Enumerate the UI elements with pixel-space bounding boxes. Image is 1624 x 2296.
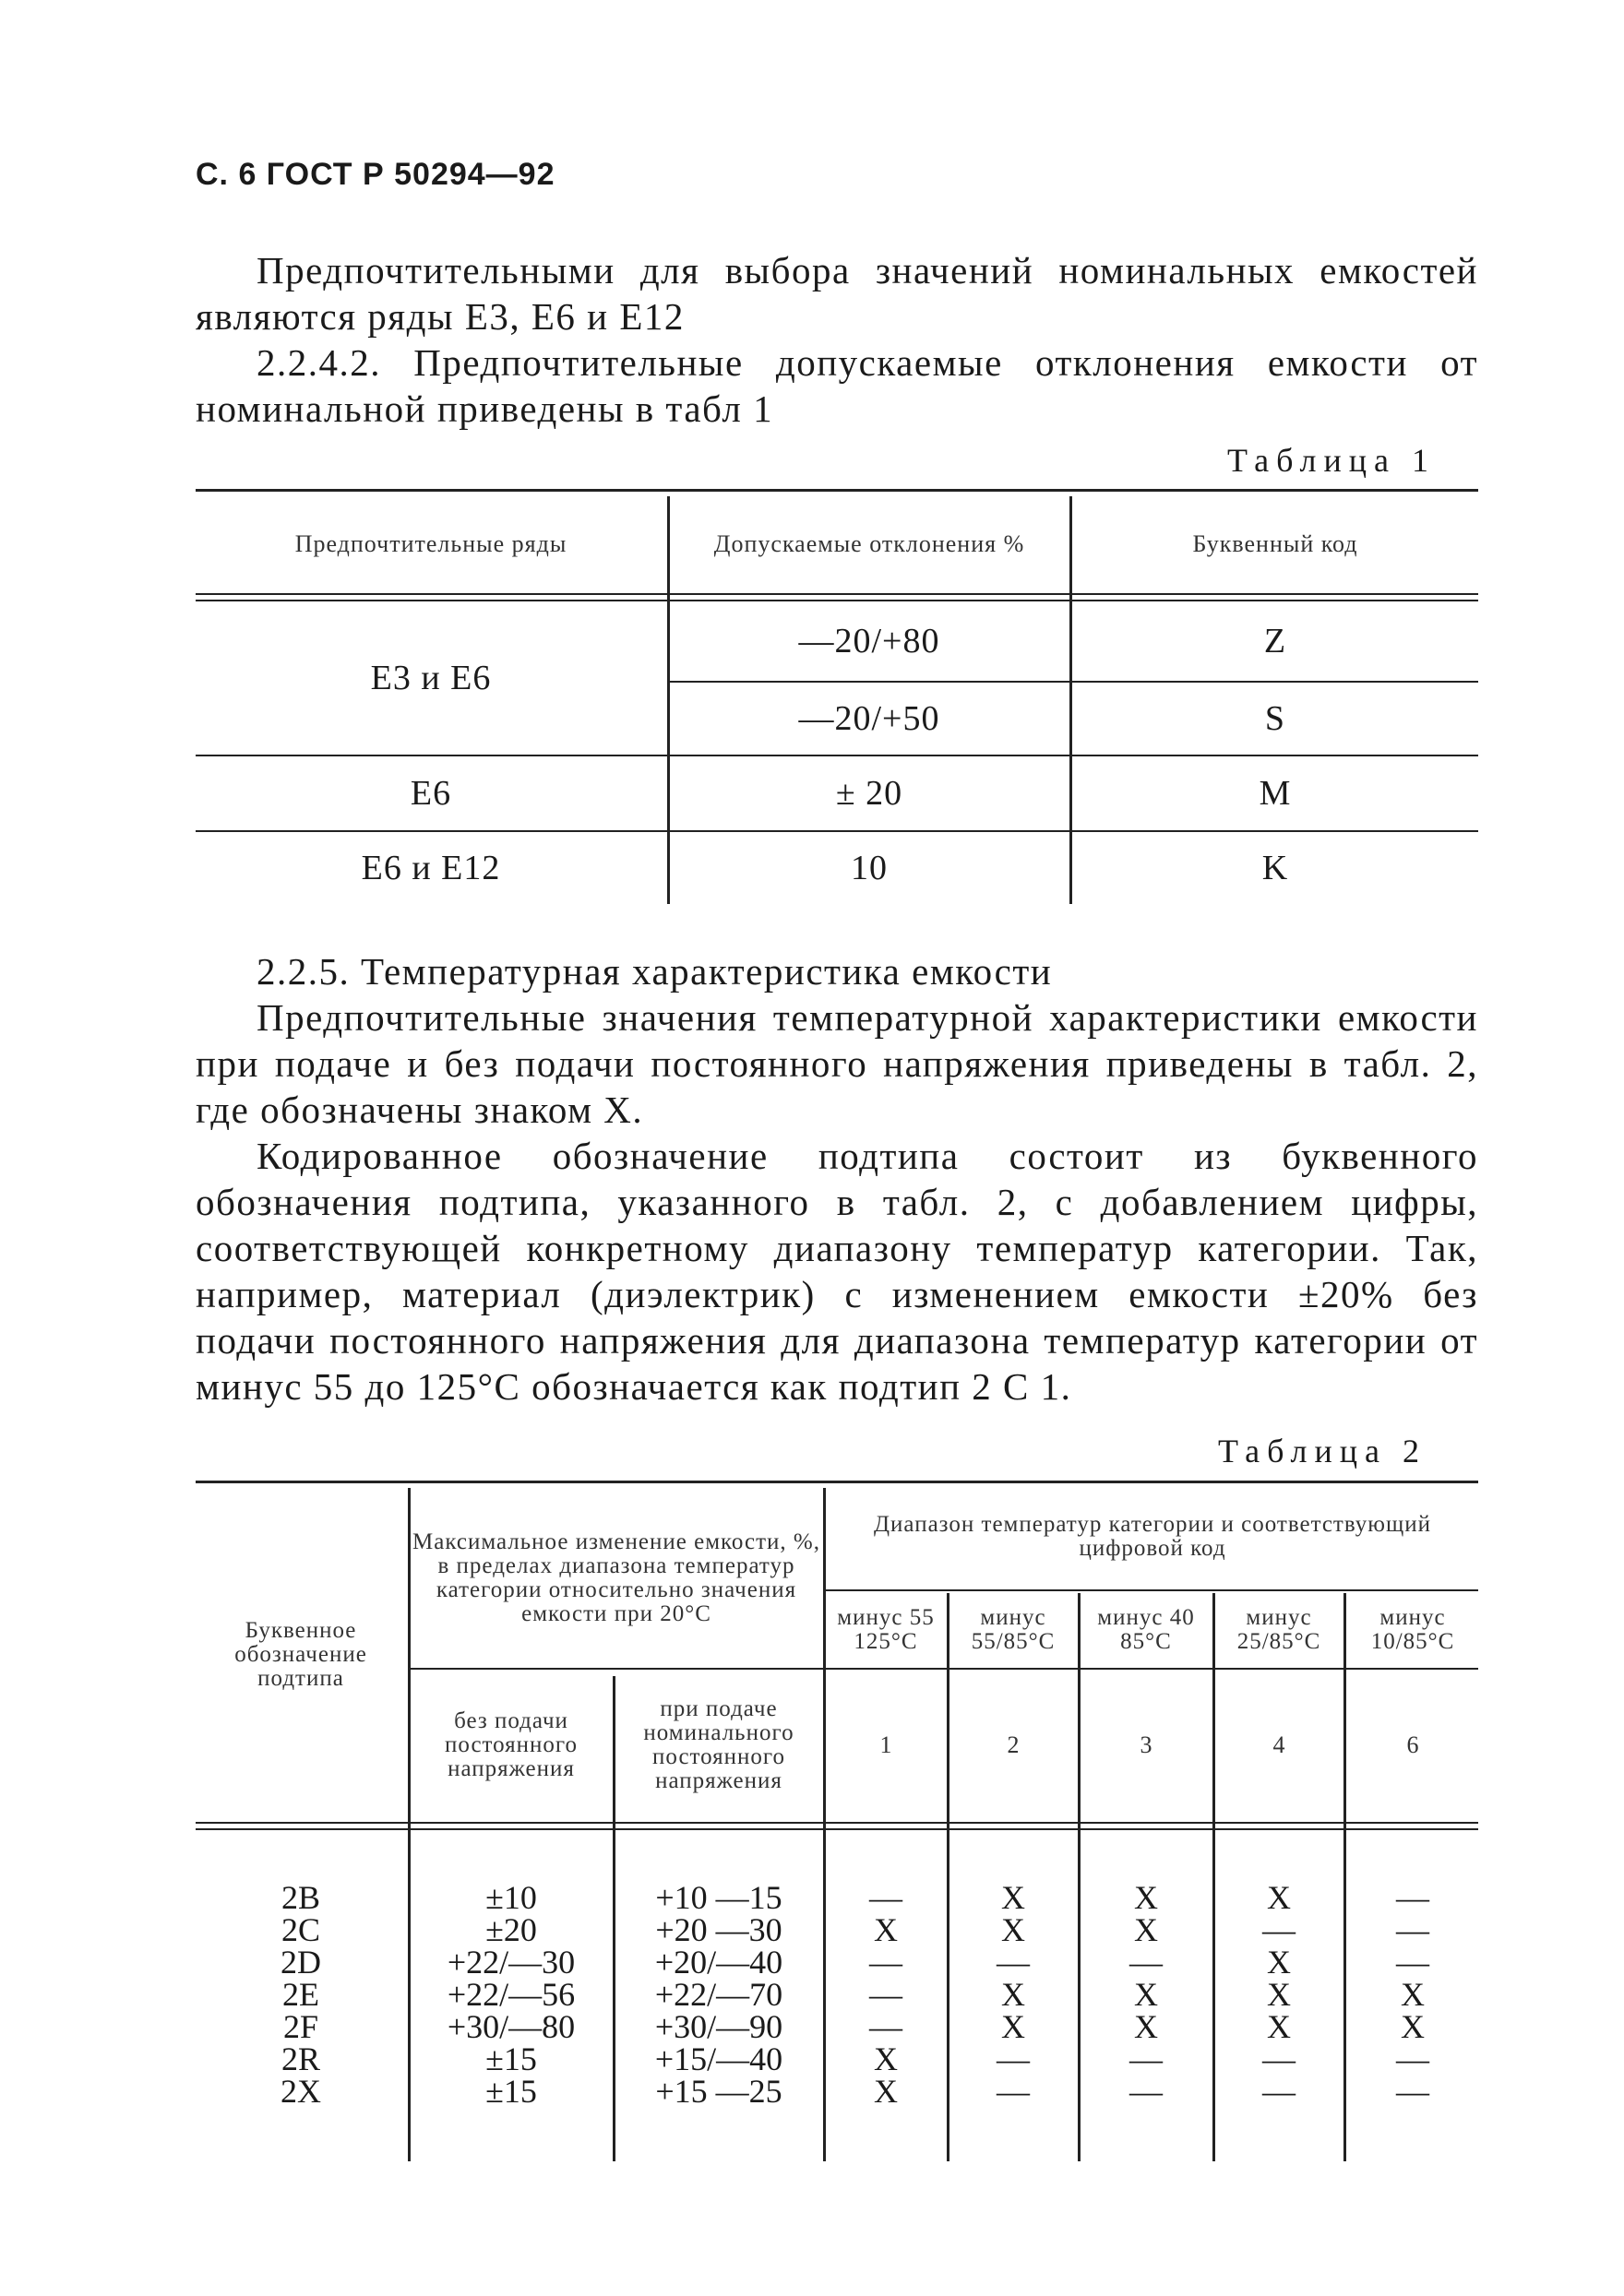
table2-header-without-voltage: без подачи постоянного напряжения — [444, 1708, 579, 1781]
table-2 — [196, 1481, 1478, 2163]
table2-col-rule-1 — [408, 1488, 411, 2161]
table2-cell-with: +22/—70 — [654, 1976, 783, 2013]
table2-cell-r3: X — [1134, 1911, 1158, 1948]
table2-cell-without: ±10 — [485, 1879, 537, 1916]
table2-cell-with: +30/—90 — [654, 2008, 783, 2045]
table2-cell-r3: — — [1129, 1944, 1163, 1981]
table2-code-2: 2 — [1007, 1731, 1020, 1758]
table2-cell-r1: X — [874, 2073, 898, 2110]
section-paragraph-2: Кодированное обозначение подтипа состоит из буквенного обозначения подтипа, указанного в табл. 2, с добавлением цифры, соответствующей конкретному диапазону температур категории. Так, например, материал (диэлектрик) с изменением емкости ±20% без подачи постоянного напряжения для диапазона температур категории от минус 55 до 125°С обозначается как подтип 2 С 1. — [196, 1135, 1478, 1408]
table1-row1-tolerance: —20/+80 — [798, 622, 940, 660]
table1-row3-code: M — [1259, 774, 1292, 813]
table1-caption: Таблица 1 — [1227, 442, 1436, 479]
table2-cell-letter: 2R — [281, 2040, 320, 2077]
table2-range-1: минус 55 125°С — [837, 1605, 935, 1654]
table2-cell-r2: X — [1001, 1879, 1025, 1916]
table2-code-3: 3 — [1140, 1731, 1152, 1758]
table2-cell-r2: X — [1001, 1976, 1025, 2013]
table2-cell-r2: — — [997, 1944, 1030, 1981]
table2-cell-r4: X — [1267, 1976, 1291, 2013]
table2-col-rule-3 — [823, 1488, 826, 2161]
table2-cell-r3: X — [1134, 2008, 1158, 2045]
table2-col-rule-4 — [947, 1593, 949, 2161]
table2-cell-r4: — — [1262, 2040, 1296, 2077]
intro-text — [196, 247, 1478, 432]
table2-caption: Таблица 2 — [1218, 1433, 1427, 1469]
table2-cell-letter: 2E — [282, 1976, 319, 2013]
table2-cell-r6: — — [1396, 1879, 1429, 1916]
table2-header-rule-a — [196, 1822, 1478, 1824]
table2-cell-r1: X — [874, 2040, 898, 2077]
table2-cell-r4: X — [1267, 2008, 1291, 2045]
table2-header-max-change: Максимальное изменение емкости, %, в пределах диапазона температур категории относительно значения емкости при 20°С — [412, 1529, 820, 1626]
table2-cell-without: +22/—56 — [447, 1976, 576, 2013]
table2-cell-with: +20/—40 — [654, 1944, 783, 1981]
table2-cell-without: +30/—80 — [447, 2008, 576, 2045]
table2-cell-without: ±20 — [485, 1911, 537, 1948]
intro-paragraph-1: Предпочтительными для выбора значений номинальных емкостей являются ряды Е3, Е6 и Е12 — [196, 249, 1478, 338]
table2-cell-r6: — — [1396, 1911, 1429, 1948]
table1-row1-code: Z — [1263, 622, 1287, 660]
table1-header-tolerance: Допускаемые отклонения % — [713, 529, 1025, 557]
table2-cell-letter: 2B — [281, 1879, 320, 1916]
table2-cell-r1: — — [869, 1879, 902, 1916]
table2-range-group-rule — [825, 1589, 1478, 1591]
table2-cell-letter: 2F — [282, 2008, 319, 2045]
table2-cell-without: ±15 — [485, 2040, 537, 2077]
table1-row3-series: Е6 — [410, 774, 452, 813]
table2-col-rule-7 — [1343, 1593, 1346, 2161]
table2-cell-r1: — — [869, 2008, 902, 2045]
table2-cell-r1: — — [869, 1944, 902, 1981]
table2-code-1: 1 — [879, 1731, 892, 1758]
table2-code-6: 6 — [1406, 1731, 1419, 1758]
table2-cell-r2: — — [997, 2073, 1030, 2110]
table2-col-rule-5 — [1078, 1593, 1081, 2161]
table2-col-without-voltage — [412, 1879, 611, 2110]
section-text — [196, 948, 1478, 1410]
table1-row2-tolerance: —20/+50 — [798, 699, 940, 738]
table2-cell-r3: X — [1134, 1976, 1158, 2013]
table2-cell-with: +10 —15 — [655, 1879, 782, 1916]
table1-row1-series: Е3 и Е6 — [370, 659, 492, 697]
table-1 — [196, 489, 1478, 904]
table2-range-3: минус 40 85°С — [1097, 1605, 1195, 1654]
table2-col-range-6 — [1347, 1879, 1478, 2110]
table2-cell-letter: 2X — [281, 2073, 321, 2110]
table1-header-code: Буквенный код — [1192, 529, 1358, 557]
table2-col-rule-6 — [1212, 1593, 1215, 2161]
table2-header-rule-b — [196, 1828, 1478, 1830]
table2-cell-r6: X — [1401, 1976, 1425, 2013]
page-header: С. 6 ГОСТ Р 50294—92 — [196, 157, 555, 192]
table2-top-rule — [196, 1481, 1478, 1483]
table2-cell-without: ±15 — [485, 2073, 537, 2110]
table1-row3-tolerance: ± 20 — [835, 774, 903, 813]
table1-header-series: Предпочтительные ряды — [294, 529, 567, 557]
table2-cell-r1: X — [874, 1911, 898, 1948]
table2-cell-r4: — — [1262, 2073, 1296, 2110]
table2-col-with-voltage — [616, 1879, 821, 2110]
table2-cell-r2: — — [997, 2040, 1030, 2077]
section-paragraph-1: Предпочтительные значения температурной характеристики емкости при подаче и без подачи постоянного напряжения приведены в табл. 2, где обозначены знаком X. — [196, 996, 1478, 1131]
table2-cell-r6: — — [1396, 2073, 1429, 2110]
table2-cell-r3: — — [1129, 2073, 1163, 2110]
table2-header-range-group: Диапазон температур категории и соответствующий цифровой код — [874, 1512, 1431, 1561]
table2-cell-without: +22/—30 — [447, 1944, 576, 1981]
table2-cell-r6: — — [1396, 2040, 1429, 2077]
table1-row4-series: Е6 и Е12 — [361, 849, 501, 887]
table2-col-letter — [196, 1879, 406, 2110]
table2-header-with-voltage: при подаче номинального постоянного напряжения — [643, 1696, 794, 1793]
table2-cell-r1: — — [869, 1976, 902, 2013]
table2-code-4: 4 — [1272, 1731, 1285, 1758]
table2-cell-r4: X — [1267, 1944, 1291, 1981]
table1-row4-tolerance: 10 — [851, 849, 888, 887]
table2-cell-letter: 2D — [281, 1944, 321, 1981]
table1-header-rule-a — [196, 593, 1478, 595]
table1-top-rule — [196, 489, 1478, 492]
table2-cell-r3: — — [1129, 2040, 1163, 2077]
table2-cell-r2: X — [1001, 1911, 1025, 1948]
table2-range-2: минус 55/85°С — [971, 1605, 1056, 1654]
table2-cell-with: +15/—40 — [654, 2040, 783, 2077]
table2-col-range-3 — [1081, 1879, 1211, 2110]
table1-row4-code: K — [1261, 849, 1289, 887]
table2-range-4: минус 25/85°С — [1236, 1605, 1321, 1654]
intro-paragraph-2: 2.2.4.2. Предпочтительные допускаемые отклонения емкости от номинальной приведены в табл 1 — [196, 341, 1478, 430]
table2-subheader-rule — [410, 1668, 1478, 1670]
table2-cell-r3: X — [1134, 1879, 1158, 1916]
table2-col-range-1 — [827, 1879, 945, 2110]
table2-cell-with: +20 —30 — [655, 1911, 782, 1948]
table2-cell-with: +15 —25 — [655, 2073, 782, 2110]
table2-range-6: минус 10/85°С — [1370, 1605, 1455, 1654]
table2-col-range-2 — [950, 1879, 1076, 2110]
table2-cell-r4: X — [1267, 1879, 1291, 1916]
table2-col-range-4 — [1216, 1879, 1342, 2110]
table1-row2-code: S — [1264, 699, 1286, 738]
table2-header-letter: Буквенное обозначение подтипа — [234, 1618, 367, 1691]
table2-cell-r4: — — [1262, 1911, 1296, 1948]
table2-cell-letter: 2C — [281, 1911, 320, 1948]
table2-cell-r6: X — [1401, 2008, 1425, 2045]
table2-cell-r6: — — [1396, 1944, 1429, 1981]
section-heading: 2.2.5. Температурная характеристика емкости — [257, 950, 1053, 993]
table2-col-rule-2 — [613, 1676, 615, 2161]
table2-cell-r2: X — [1001, 2008, 1025, 2045]
